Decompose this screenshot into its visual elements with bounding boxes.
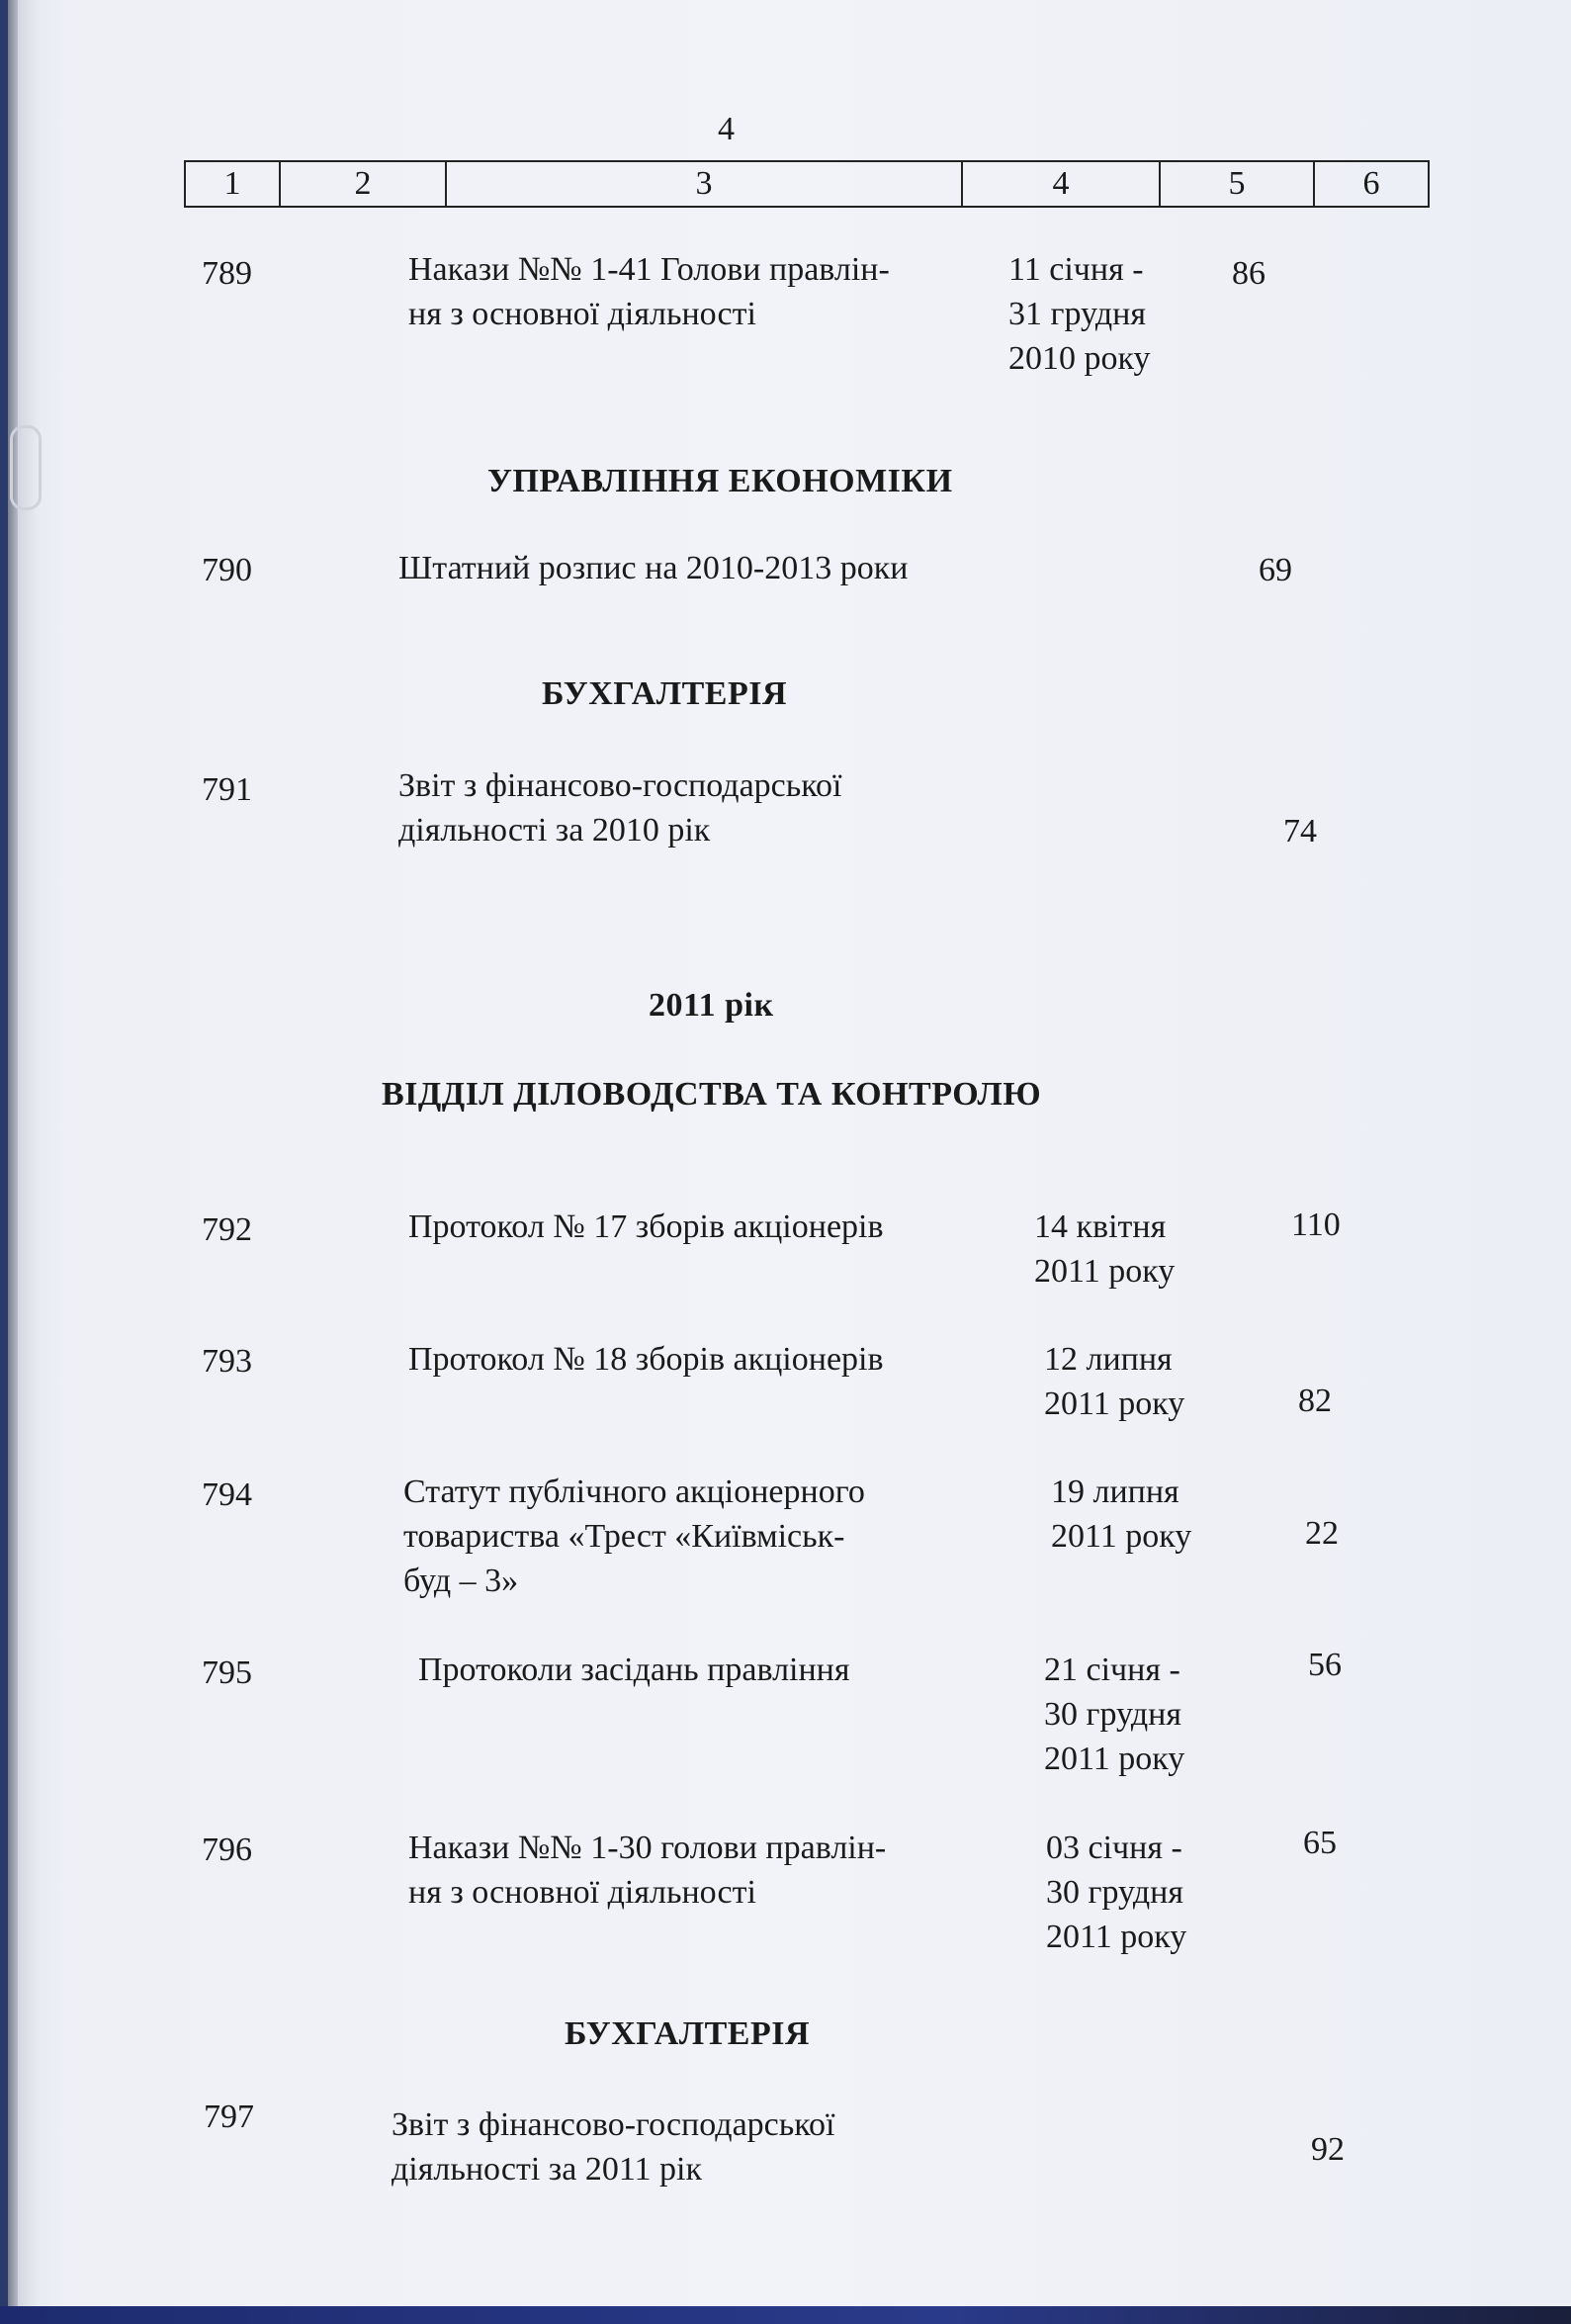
entry-sheets: 22 [1305, 1515, 1339, 1552]
entry-title-line: ня з основної діяльності [408, 1874, 756, 1911]
entry-title [408, 1337, 884, 1382]
entry-date-line: 30 грудня [1046, 1874, 1183, 1911]
section-heading-accounting: БУХГАЛТЕРІЯ [565, 2015, 811, 2052]
entry-date [1044, 1648, 1184, 1781]
entry-title [398, 763, 842, 852]
entry-date [1008, 247, 1151, 381]
background-edge [0, 2306, 1571, 2324]
entry-date-line: 2011 року [1034, 1253, 1176, 1290]
entry-sheets: 74 [1283, 813, 1317, 849]
entry-date-line: 2011 року [1044, 1741, 1185, 1777]
entry-sheets: 86 [1232, 255, 1266, 292]
entry-number: 795 [202, 1654, 252, 1691]
entry-title-line: товариства «Трест «Київміськ- [403, 1518, 845, 1555]
entry-date [1051, 1470, 1191, 1559]
entry-date-line: 03 січня - [1046, 1830, 1182, 1866]
entry-date [1044, 1337, 1184, 1426]
entry-title-line: Звіт з фінансово-господарської [392, 2106, 835, 2143]
entry-date [1046, 1826, 1186, 1959]
column-header-3: 3 [447, 162, 963, 206]
entry-number: 797 [204, 2099, 254, 2135]
entry-title [403, 1470, 865, 1603]
entry-date-line: 21 січня - [1044, 1652, 1180, 1688]
entry-title [408, 1826, 886, 1915]
document-page [8, 0, 1571, 2306]
binder-ring [10, 425, 42, 510]
entry-date-line: 30 грудня [1044, 1696, 1181, 1733]
entry-date-line: 12 липня [1044, 1341, 1173, 1378]
entry-date-line: 14 квітня [1034, 1208, 1167, 1245]
entry-date-line: 2011 року [1044, 1385, 1185, 1422]
entry-title-line: Штатний розпис на 2010-2013 роки [398, 550, 909, 586]
entry-title [418, 1648, 850, 1692]
entry-date-line: 19 липня [1051, 1474, 1179, 1510]
entry-sheets: 110 [1291, 1207, 1341, 1243]
column-header-6: 6 [1362, 165, 1380, 202]
entry-sheets: 56 [1308, 1647, 1342, 1683]
section-heading-year: 2011 рік [649, 987, 774, 1024]
entry-sheets: 92 [1311, 2131, 1345, 2168]
entry-title [408, 247, 890, 336]
entry-title-line: Накази №№ 1-41 Голови правлін- [408, 251, 890, 288]
section-heading-economics: УПРАВЛІННЯ ЕКОНОМІКИ [487, 463, 953, 499]
binding-spine [8, 0, 18, 2306]
entry-date [1034, 1205, 1175, 1294]
column-header-4: 4 [963, 162, 1161, 206]
entry-title-line: буд – 3» [403, 1563, 519, 1599]
page-number: 4 [718, 111, 735, 147]
entry-number: 792 [202, 1211, 252, 1248]
entry-date-line: 2010 року [1008, 340, 1151, 377]
section-heading-records-dept: ВІДДІЛ ДІЛОВОДСТВА ТА КОНТРОЛЮ [382, 1076, 1042, 1113]
entry-sheets: 65 [1303, 1825, 1337, 1861]
entry-title-line: Статут публічного акціонерного [403, 1474, 865, 1510]
entry-number: 789 [202, 255, 252, 292]
entry-title [398, 546, 908, 590]
column-header-row [184, 160, 1430, 208]
entry-date-line: 2011 року [1051, 1518, 1192, 1555]
entry-title-line: діяльності за 2010 рік [398, 812, 711, 849]
entry-title-line: ня з основної діяльності [408, 296, 756, 332]
entry-title-line: Звіт з фінансово-господарської [398, 767, 842, 804]
entry-title-line: Протокол № 17 зборів акціонерів [408, 1208, 884, 1245]
column-header-5: 5 [1161, 162, 1315, 206]
entry-title [392, 2102, 835, 2191]
entry-title-line: Протоколи засідань правління [418, 1652, 850, 1688]
column-header-2: 2 [281, 162, 447, 206]
entry-number: 791 [202, 771, 252, 808]
entry-date-line: 11 січня - [1008, 251, 1144, 288]
column-header-1: 1 [186, 162, 281, 206]
entry-number: 790 [202, 552, 252, 588]
entry-number: 793 [202, 1343, 252, 1380]
entry-date-line: 31 грудня [1008, 296, 1146, 332]
entry-title-line: Накази №№ 1-30 голови правлін- [408, 1830, 887, 1866]
entry-title-line: діяльності за 2011 рік [392, 2151, 703, 2188]
entry-title-line: Протокол № 18 зборів акціонерів [408, 1341, 884, 1378]
entry-date-line: 2011 року [1046, 1919, 1187, 1955]
entry-number: 794 [202, 1476, 252, 1513]
entry-sheets: 82 [1298, 1383, 1332, 1419]
entry-title [408, 1205, 884, 1249]
section-heading-accounting: БУХГАЛТЕРІЯ [542, 675, 788, 712]
entry-number: 796 [202, 1832, 252, 1868]
entry-sheets: 69 [1259, 552, 1292, 588]
